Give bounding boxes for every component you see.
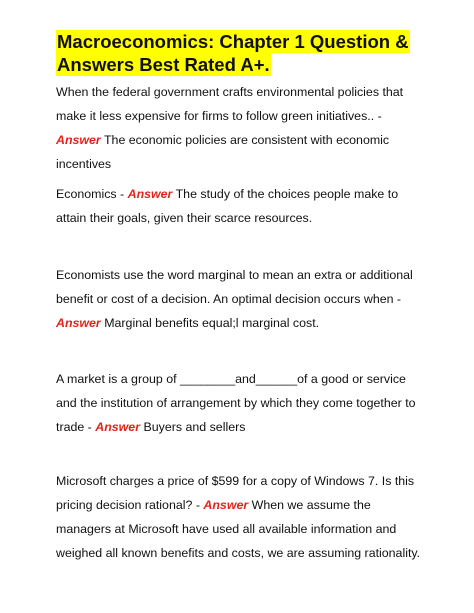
answer-label: Answer	[56, 316, 101, 330]
title-line-1: Macroeconomics: Chapter 1 Question &	[57, 31, 409, 52]
answer-text: The economic policies are consistent with economic incentives	[56, 133, 390, 171]
question-text: Economists use the word marginal to mean an extra or additional benefit or cost of a decision. An optimal decision occurs when -	[56, 268, 413, 306]
title-line-2: Answers Best Rated A+.	[57, 54, 270, 75]
answer-label: Answer	[203, 498, 249, 512]
question-text: When the federal government crafts environmental policies that make it less expensive for firms to follow green initiatives.. -	[56, 85, 404, 123]
qa-item-4	[56, 367, 428, 439]
answer-text: Marginal benefits equal;l marginal cost.	[104, 316, 320, 330]
question-text: Microsoft charges a price of $599 for a copy of Windows 7. Is this pricing decision rational? -	[56, 474, 415, 512]
answer-label: Answer	[56, 133, 101, 147]
answer-text: The study of the choices people make to attain their goals, given their scarce resources.	[56, 187, 399, 225]
answer-text: Buyers and sellers	[143, 420, 246, 434]
qa-item-2	[56, 182, 428, 230]
qa-item-1	[56, 80, 428, 176]
answer-label: Answer	[95, 420, 141, 434]
document-title	[56, 30, 436, 76]
qa-item-3	[56, 263, 428, 335]
answer-label: Answer	[127, 187, 173, 201]
question-text: A market is a group of ________and______of a good or service and the institution of arrangement by which they come together to trade -	[56, 372, 416, 434]
question-text: Economics -	[56, 187, 125, 201]
qa-item-5	[56, 469, 428, 565]
answer-text: When we assume the managers at Microsoft have used all available information and weighed all known benefits and costs, we are assuming rationality.	[56, 498, 421, 560]
